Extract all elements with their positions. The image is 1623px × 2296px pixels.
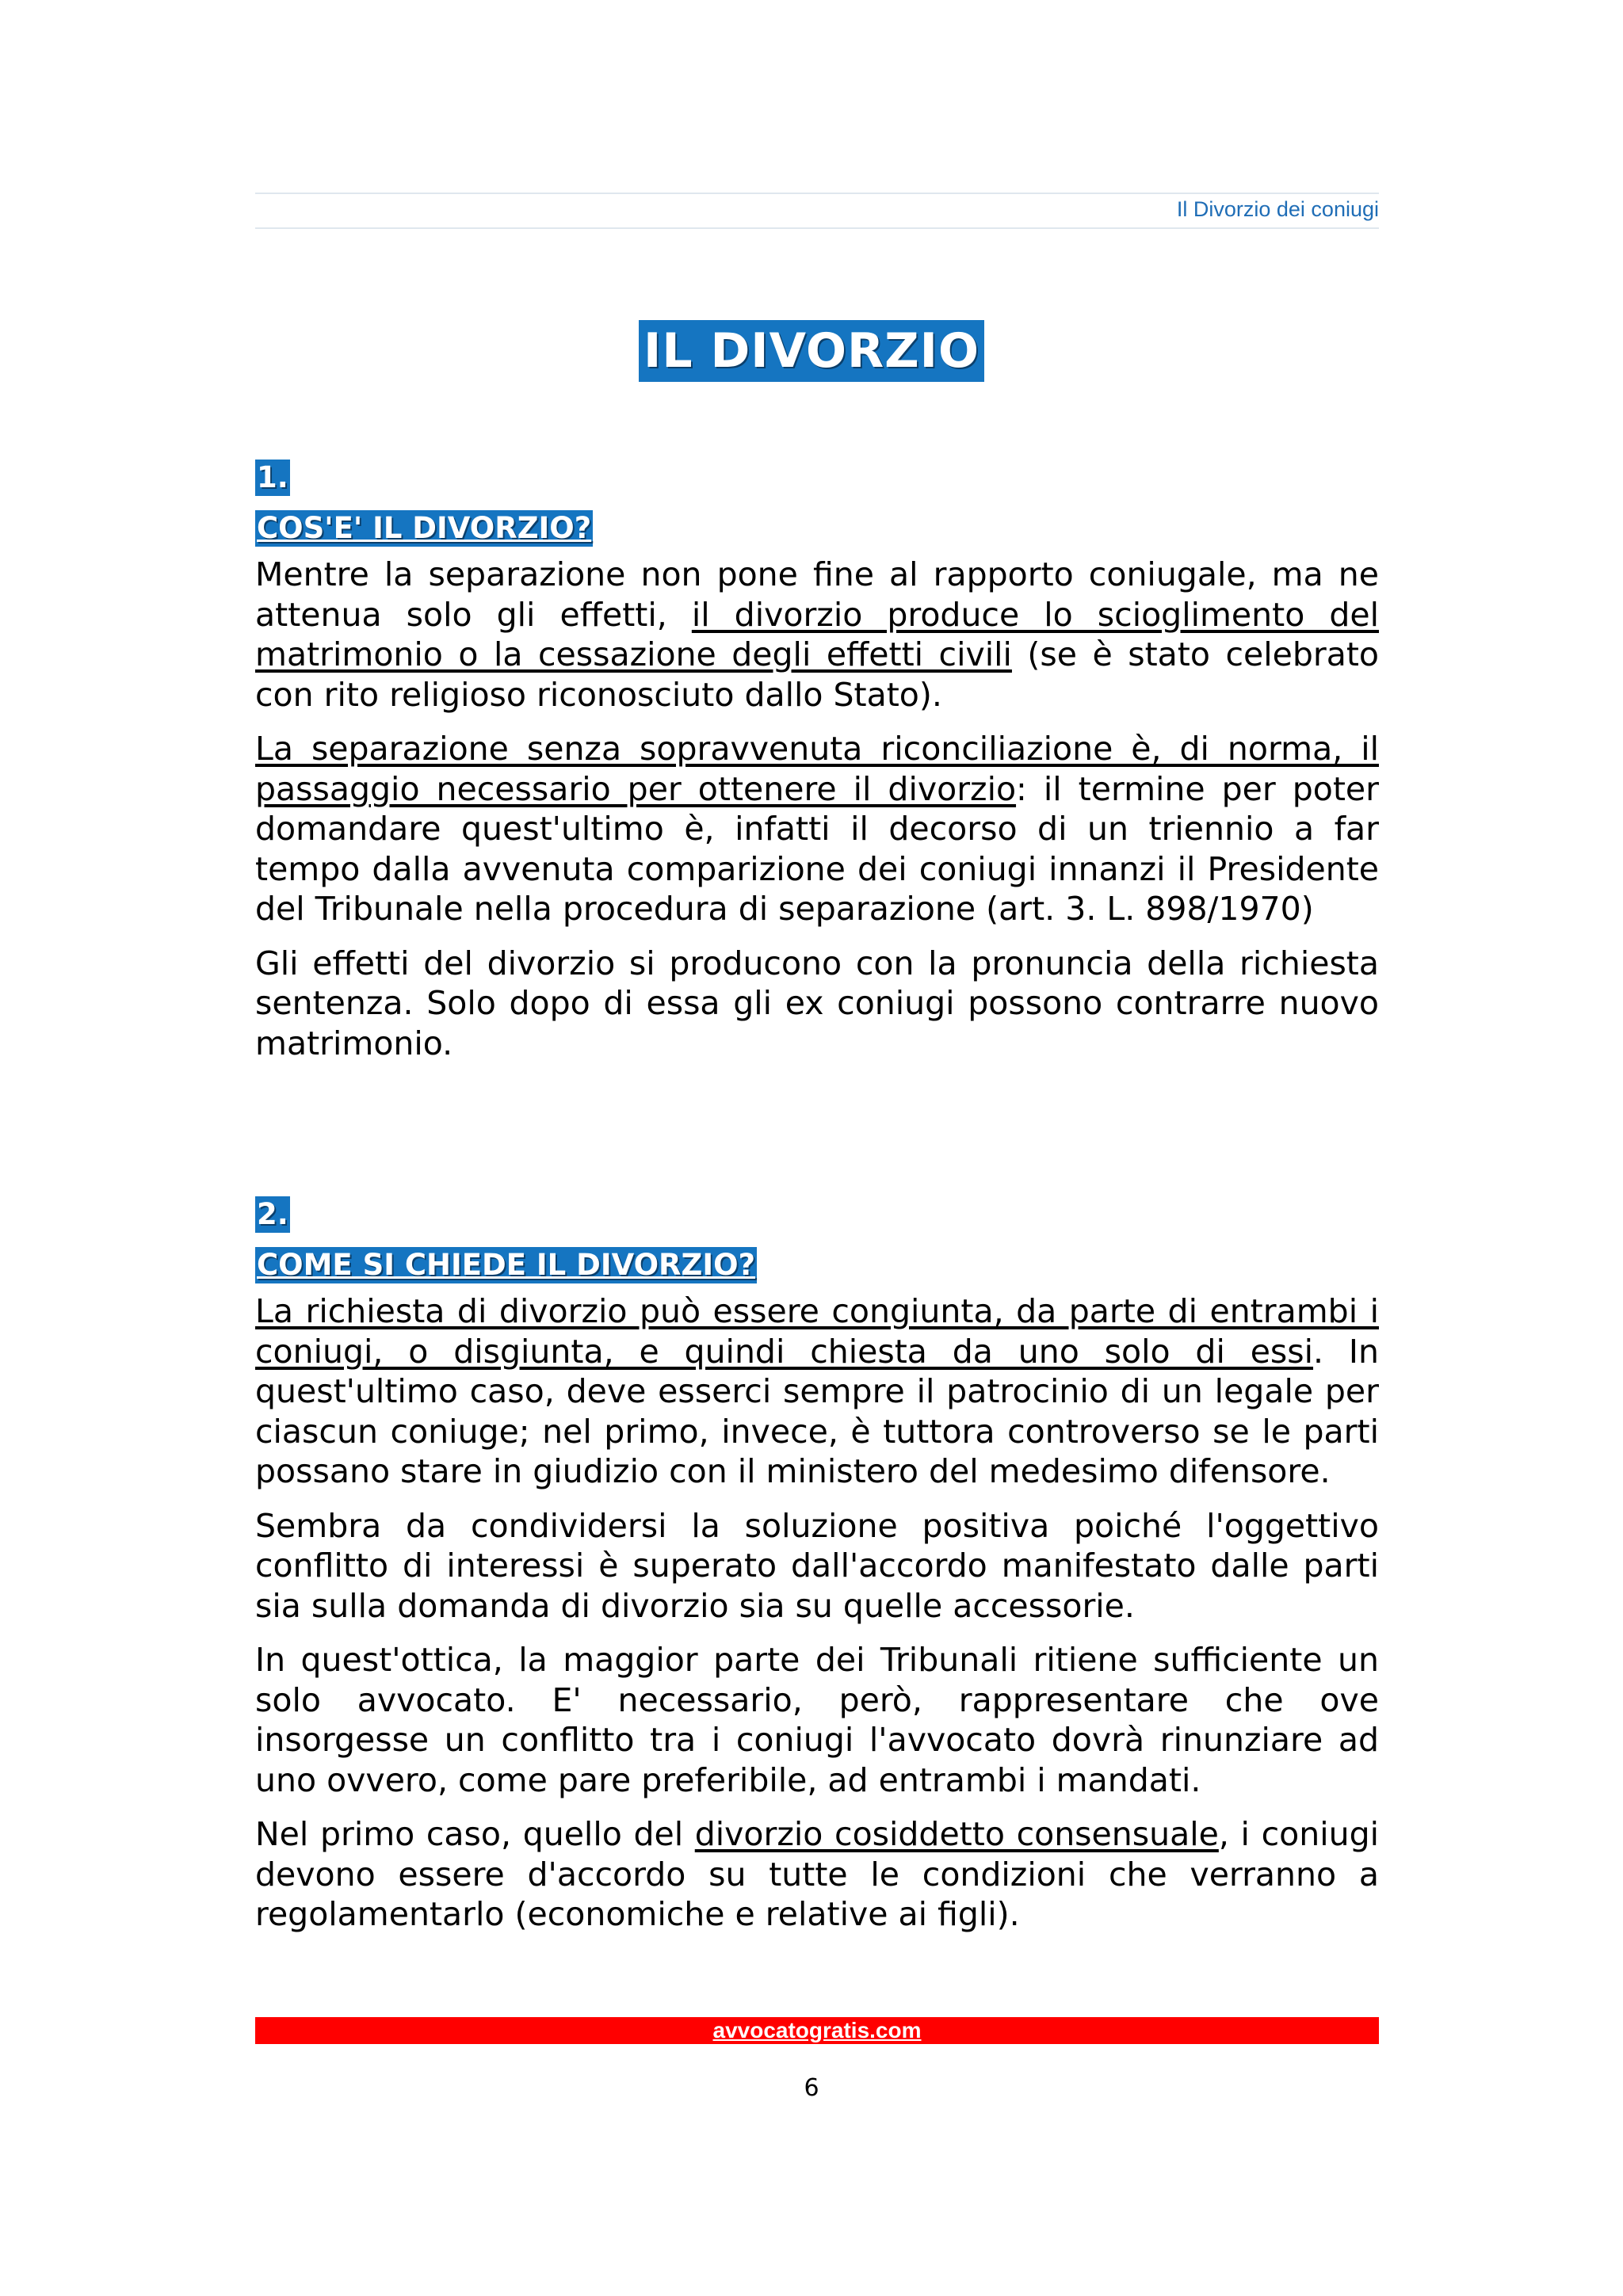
running-header: [255, 193, 1379, 229]
paragraph: Gli effetti del divorzio si producono con la pronuncia della richiesta sentenza. Solo dopo di essa gli ex coniugi possono contrarre nuovo matrimonio.: [255, 944, 1379, 1062]
underlined-phrase: il divorzio produce lo scioglimento del matrimonio o la cessazione degli effetti civili: [255, 595, 1379, 673]
section-1: [255, 460, 1379, 1063]
section-2: [255, 1196, 1379, 1935]
underlined-phrase: La richiesta di divorzio può essere congiunta, da parte di entrambi i coniugi, o disgiunta, e quindi chiesta da uno solo di essi: [255, 1292, 1379, 1371]
paragraph: La richiesta di divorzio può essere congiunta, da parte di entrambi i coniugi, o disgiunta, e quindi chiesta da uno solo di essi. In quest'ultimo caso, deve esserci sempre il patrocinio di un legale per ciascun coniuge; nel primo, invece, è tuttora controverso se le parti possano stare in giudizio con il ministero del medesimo difensore.: [255, 1292, 1379, 1490]
underlined-phrase: La separazione senza sopravvenuta riconciliazione è, di norma, il passaggio necessario per ottenere il divorzio: [255, 730, 1379, 808]
header-title: Il Divorzio dei coniugi: [1176, 197, 1379, 221]
paragraph: Sembra da condividersi la soluzione positiva poiché l'oggettivo conflitto di interessi è superato dall'accordo manifestato dalle parti sia sulla domanda di divorzio sia su quelle accessorie.: [255, 1506, 1379, 1625]
title-container: [0, 320, 1623, 382]
underlined-phrase: divorzio cosiddetto consensuale: [694, 1815, 1219, 1853]
main-content: [255, 460, 1379, 1949]
footer-link[interactable]: avvocatogratis.com: [712, 2018, 922, 2042]
section-heading: COME SI CHIEDE IL DIVORZIO?: [257, 1248, 756, 1282]
document-title: IL DIVORZIO: [639, 320, 984, 382]
paragraph: Mentre la separazione non pone fine al rapporto coniugale, ma ne attenua solo gli effetti, il divorzio produce lo scioglimento del matrimonio o la cessazione degli effetti civili (se è stato celebrato con rito religioso riconosciuto dallo Stato).: [255, 555, 1379, 714]
section-number: 2.: [257, 1197, 288, 1231]
page-number: 6: [804, 2074, 819, 2102]
paragraph: Nel primo caso, quello del divorzio cosiddetto consensuale, i coniugi devono essere d'accordo su tutte le condizioni che verranno a regolamentarlo (economiche e relative ai figli).: [255, 1815, 1379, 1933]
paragraph: La separazione senza sopravvenuta riconciliazione è, di norma, il passaggio necessario per ottenere il divorzio: il termine per poter domandare quest'ultimo è, infatti il decorso di un triennio a far tempo dalla avvenuta comparizione dei coniugi innanzi il Presidente del Tribunale nella procedura di separazione (art. 3. L. 898/1970): [255, 730, 1379, 928]
section-number: 1.: [257, 460, 288, 494]
section-heading: COS'E' IL DIVORZIO?: [257, 511, 592, 545]
footer-bar: [255, 2017, 1379, 2044]
paragraph: In quest'ottica, la maggior parte dei Tribunali ritiene sufficiente un solo avvocato. E' necessario, però, rappresentare che ove insorgesse un conflitto tra i coniugi l'avvocato dovrà rinunziare ad uno ovvero, come pare preferibile, ad entrambi i mandati.: [255, 1641, 1379, 1799]
